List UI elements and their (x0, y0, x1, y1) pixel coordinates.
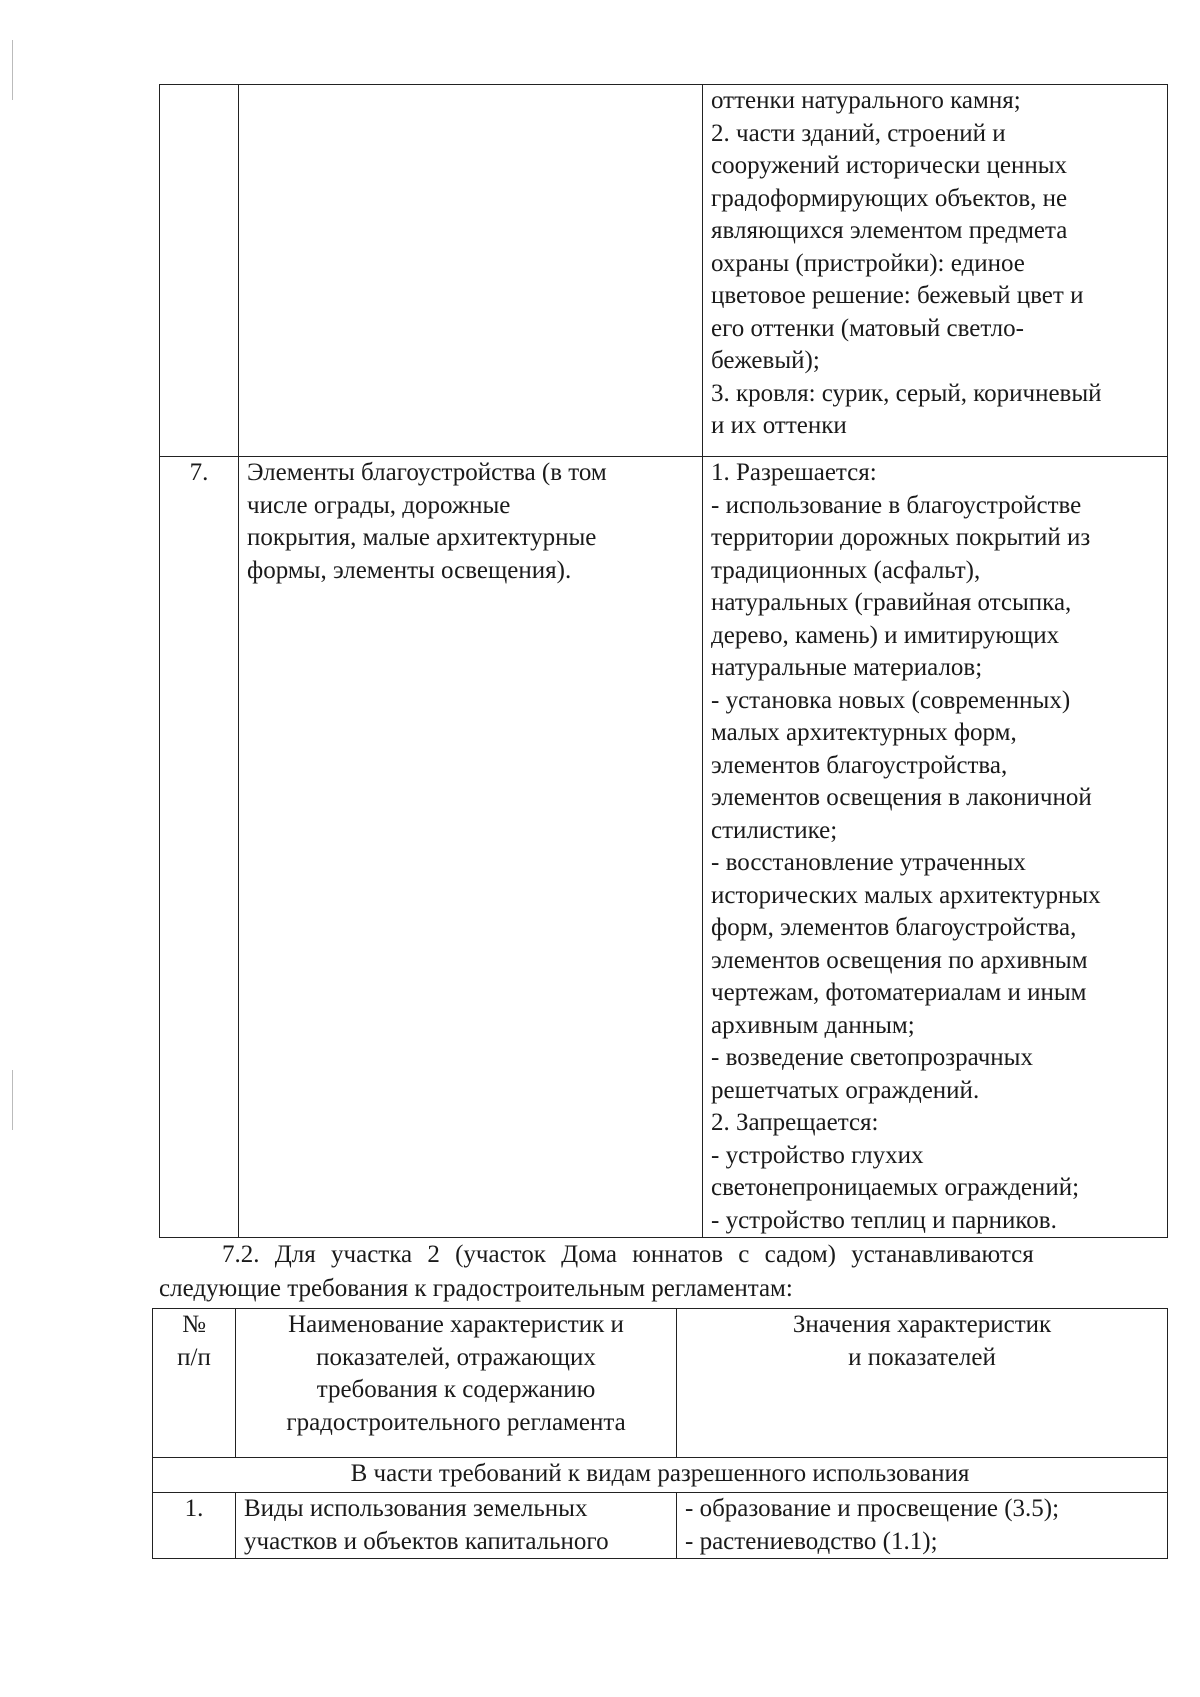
table-row-7 (160, 457, 1168, 1238)
value-line: элементов освещения в лаконичной (711, 784, 1092, 811)
value-line: малых архитектурных форм, (711, 719, 1017, 746)
row-name-cell (236, 1493, 677, 1559)
name-line: Элементы благоустройства (в том (247, 459, 607, 486)
header-line: п/п (177, 1343, 211, 1371)
header-line: требования к содержанию (316, 1376, 596, 1403)
row-number: 1. (184, 1495, 204, 1522)
value-line: 1. Разрешается: (711, 459, 877, 486)
value-line: бежевый); (711, 347, 820, 374)
value-line: исторических малых архитектурных (711, 881, 1101, 909)
section-title: В части требований к видам разрешенного использования (153, 1458, 1168, 1493)
value-line: традиционных (асфальт), (711, 556, 981, 584)
value-line: являющихся элементом предмета (711, 217, 1068, 244)
scan-edge-mark (12, 1070, 13, 1130)
table-row-continued (160, 85, 1168, 457)
value-line: - установка новых (современных) (711, 686, 1071, 714)
header-line: и показателей (848, 1343, 996, 1371)
value-line: светонепроницаемых ограждений; (711, 1174, 1080, 1201)
value-line: и их оттенки (711, 412, 847, 439)
header-line: Наименование характеристик и (288, 1311, 624, 1338)
table-header-row (153, 1309, 1168, 1458)
header-value-cell (677, 1309, 1168, 1458)
paragraph-line: 7.2. Для участка 2 (участок Дома юннатов с садом) устанавливаются (222, 1241, 1034, 1268)
name-line: покрытия, малые архитектурные (247, 524, 597, 551)
value-line: сооружений исторически ценных (711, 152, 1068, 179)
value-line: градоформирующих объектов, не (711, 184, 1068, 212)
value-line: стилистике; (711, 816, 838, 844)
value-line: дерево, камень) и имитирующих (711, 621, 1060, 649)
value-line: - использование в благоустройстве (711, 491, 1082, 519)
row-value-cell (677, 1493, 1168, 1559)
name-line: Виды использования земельных (244, 1495, 588, 1522)
value-line: решетчатых ограждений. (711, 1076, 980, 1104)
header-number-cell (153, 1309, 236, 1458)
row-value-cell (703, 85, 1168, 457)
value-line: оттенки натурального камня; (711, 87, 1021, 114)
value-line: - образование и просвещение (3.5); (685, 1495, 1060, 1522)
value-line: - устройство теплиц и парников. (711, 1206, 1057, 1234)
value-line: - восстановление утраченных (711, 849, 1026, 876)
value-line: элементов освещения по архивным (711, 946, 1088, 974)
row-number-cell (153, 1493, 236, 1559)
value-line: - растениеводство (1.1); (685, 1527, 938, 1555)
name-line: числе ограды, дорожные (247, 491, 511, 519)
value-line: натуральные материалов; (711, 654, 983, 681)
value-line: - устройство глухих (711, 1141, 924, 1169)
value-line: 3. кровля: сурик, серый, коричневый (711, 379, 1102, 407)
value-line: территории дорожных покрытий из (711, 524, 1091, 551)
value-line: 2. части зданий, строений и (711, 119, 1006, 147)
value-line: его оттенки (матовый светло- (711, 314, 1024, 342)
regulations-table (152, 1308, 1168, 1559)
name-line: участков и объектов капитального (244, 1527, 609, 1555)
header-line: градостроительного регламента (286, 1408, 626, 1436)
row-number-cell (160, 85, 239, 457)
value-line: 2. Запрещается: (711, 1109, 879, 1136)
section-row (153, 1458, 1168, 1493)
value-line: - возведение светопрозрачных (711, 1044, 1033, 1071)
row-value-cell (703, 457, 1168, 1238)
header-name-cell (236, 1309, 677, 1458)
requirements-table (159, 84, 1168, 1238)
header-line: № (182, 1311, 206, 1338)
value-line: чертежам, фотоматериалам и иным (711, 979, 1087, 1006)
value-line: элементов благоустройства, (711, 751, 1008, 779)
row-name-cell (239, 85, 703, 457)
value-line: архивным данным; (711, 1011, 915, 1039)
header-line: Значения характеристик (792, 1311, 1052, 1338)
paragraph-line: следующие требования к градостроительным регламентам: (159, 1275, 793, 1302)
row-number-cell (160, 457, 239, 1238)
table-row-1 (153, 1493, 1168, 1559)
row-name-cell (239, 457, 703, 1238)
value-line: форм, элементов благоустройства, (711, 914, 1077, 941)
header-line: показателей, отражающих (316, 1343, 596, 1371)
row-number: 7. (189, 459, 209, 486)
value-line: натуральных (гравийная отсыпка, (711, 589, 1072, 616)
scan-edge-mark (12, 40, 13, 100)
value-line: охраны (пристройки): единое (711, 249, 1025, 277)
name-line: формы, элементы освещения). (247, 556, 572, 584)
value-line: цветовое решение: бежевый цвет и (711, 282, 1084, 309)
